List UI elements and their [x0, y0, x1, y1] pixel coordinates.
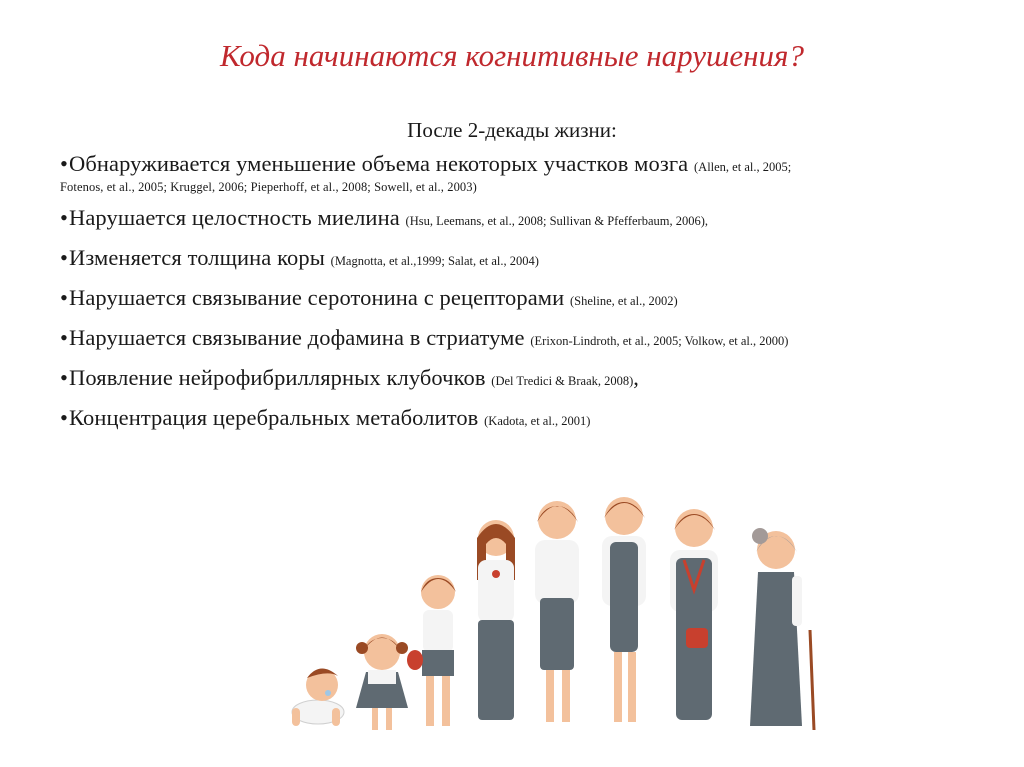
bullet-item: [60, 404, 964, 435]
middle-aged-woman-figure: [670, 509, 718, 720]
bullet-text: Обнаруживается уменьшение объема некоторых участков мозга: [68, 151, 689, 176]
bullet-reference: (Sheline, et al., 2002): [570, 294, 678, 308]
bullet-text: Изменяется толщина коры: [68, 245, 325, 270]
slide-subtitle: После 2-декады жизни:: [407, 118, 617, 142]
toddler-figure: [356, 634, 408, 730]
bullet-list: [60, 150, 964, 444]
bullet-item: [60, 324, 964, 355]
life-stages-illustration: [270, 480, 850, 740]
bullet-reference: (Erixon-Lindroth, et al., 2005; Volkow, et al., 2000): [530, 334, 789, 348]
bullet-reference: (Allen, et al., 2005;: [694, 160, 792, 174]
bullet-marker: •: [60, 365, 68, 390]
teen-figure: [477, 520, 515, 720]
bullet-marker: •: [60, 205, 68, 230]
bullet-text: Концентрация церебральных метаболитов: [68, 405, 479, 430]
slide-title: Кода начинаются когнитивные нарушения?: [220, 38, 804, 73]
bullet-reference: (Del Tredici & Braak, 2008): [491, 374, 634, 388]
bullet-marker: •: [60, 151, 68, 176]
adult-woman-figure: [602, 497, 646, 722]
baby-figure: [292, 668, 344, 726]
bullet-reference: (Hsu, Leemans, et al., 2008; Sullivan & Pfefferbaum, 2006),: [405, 214, 709, 228]
young-woman-figure: [535, 501, 579, 722]
bullet-item: [60, 204, 964, 235]
bullet-marker: •: [60, 325, 68, 350]
bullet-reference: (Kadota, et al., 2001): [484, 414, 591, 428]
bullet-marker: •: [60, 285, 68, 310]
bullet-item: [60, 244, 964, 275]
bullet-reference-tail: ,: [633, 365, 640, 390]
bullet-reference: (Magnotta, et al.,1999; Salat, et al., 2004): [330, 254, 539, 268]
bullet-text: Нарушается целостность миелина: [68, 205, 400, 230]
girl-figure: [407, 575, 456, 726]
bullet-item: [60, 150, 964, 195]
bullet-reference-continuation: Fotenos, et al., 2005; Kruggel, 2006; Pieperhoff, et al., 2008; Sowell, et al., 2003): [60, 180, 477, 194]
elderly-woman-figure: [750, 528, 814, 730]
bullet-text: Нарушается связывание дофамина в стриатуме: [68, 325, 525, 350]
bullet-item: [60, 284, 964, 315]
bullet-item: [60, 364, 964, 395]
bullet-marker: •: [60, 245, 68, 270]
bullet-text: Нарушается связывание серотонина с рецепторами: [68, 285, 565, 310]
bullet-marker: •: [60, 405, 68, 430]
bullet-text: Появление нейрофибриллярных клубочков: [68, 365, 486, 390]
